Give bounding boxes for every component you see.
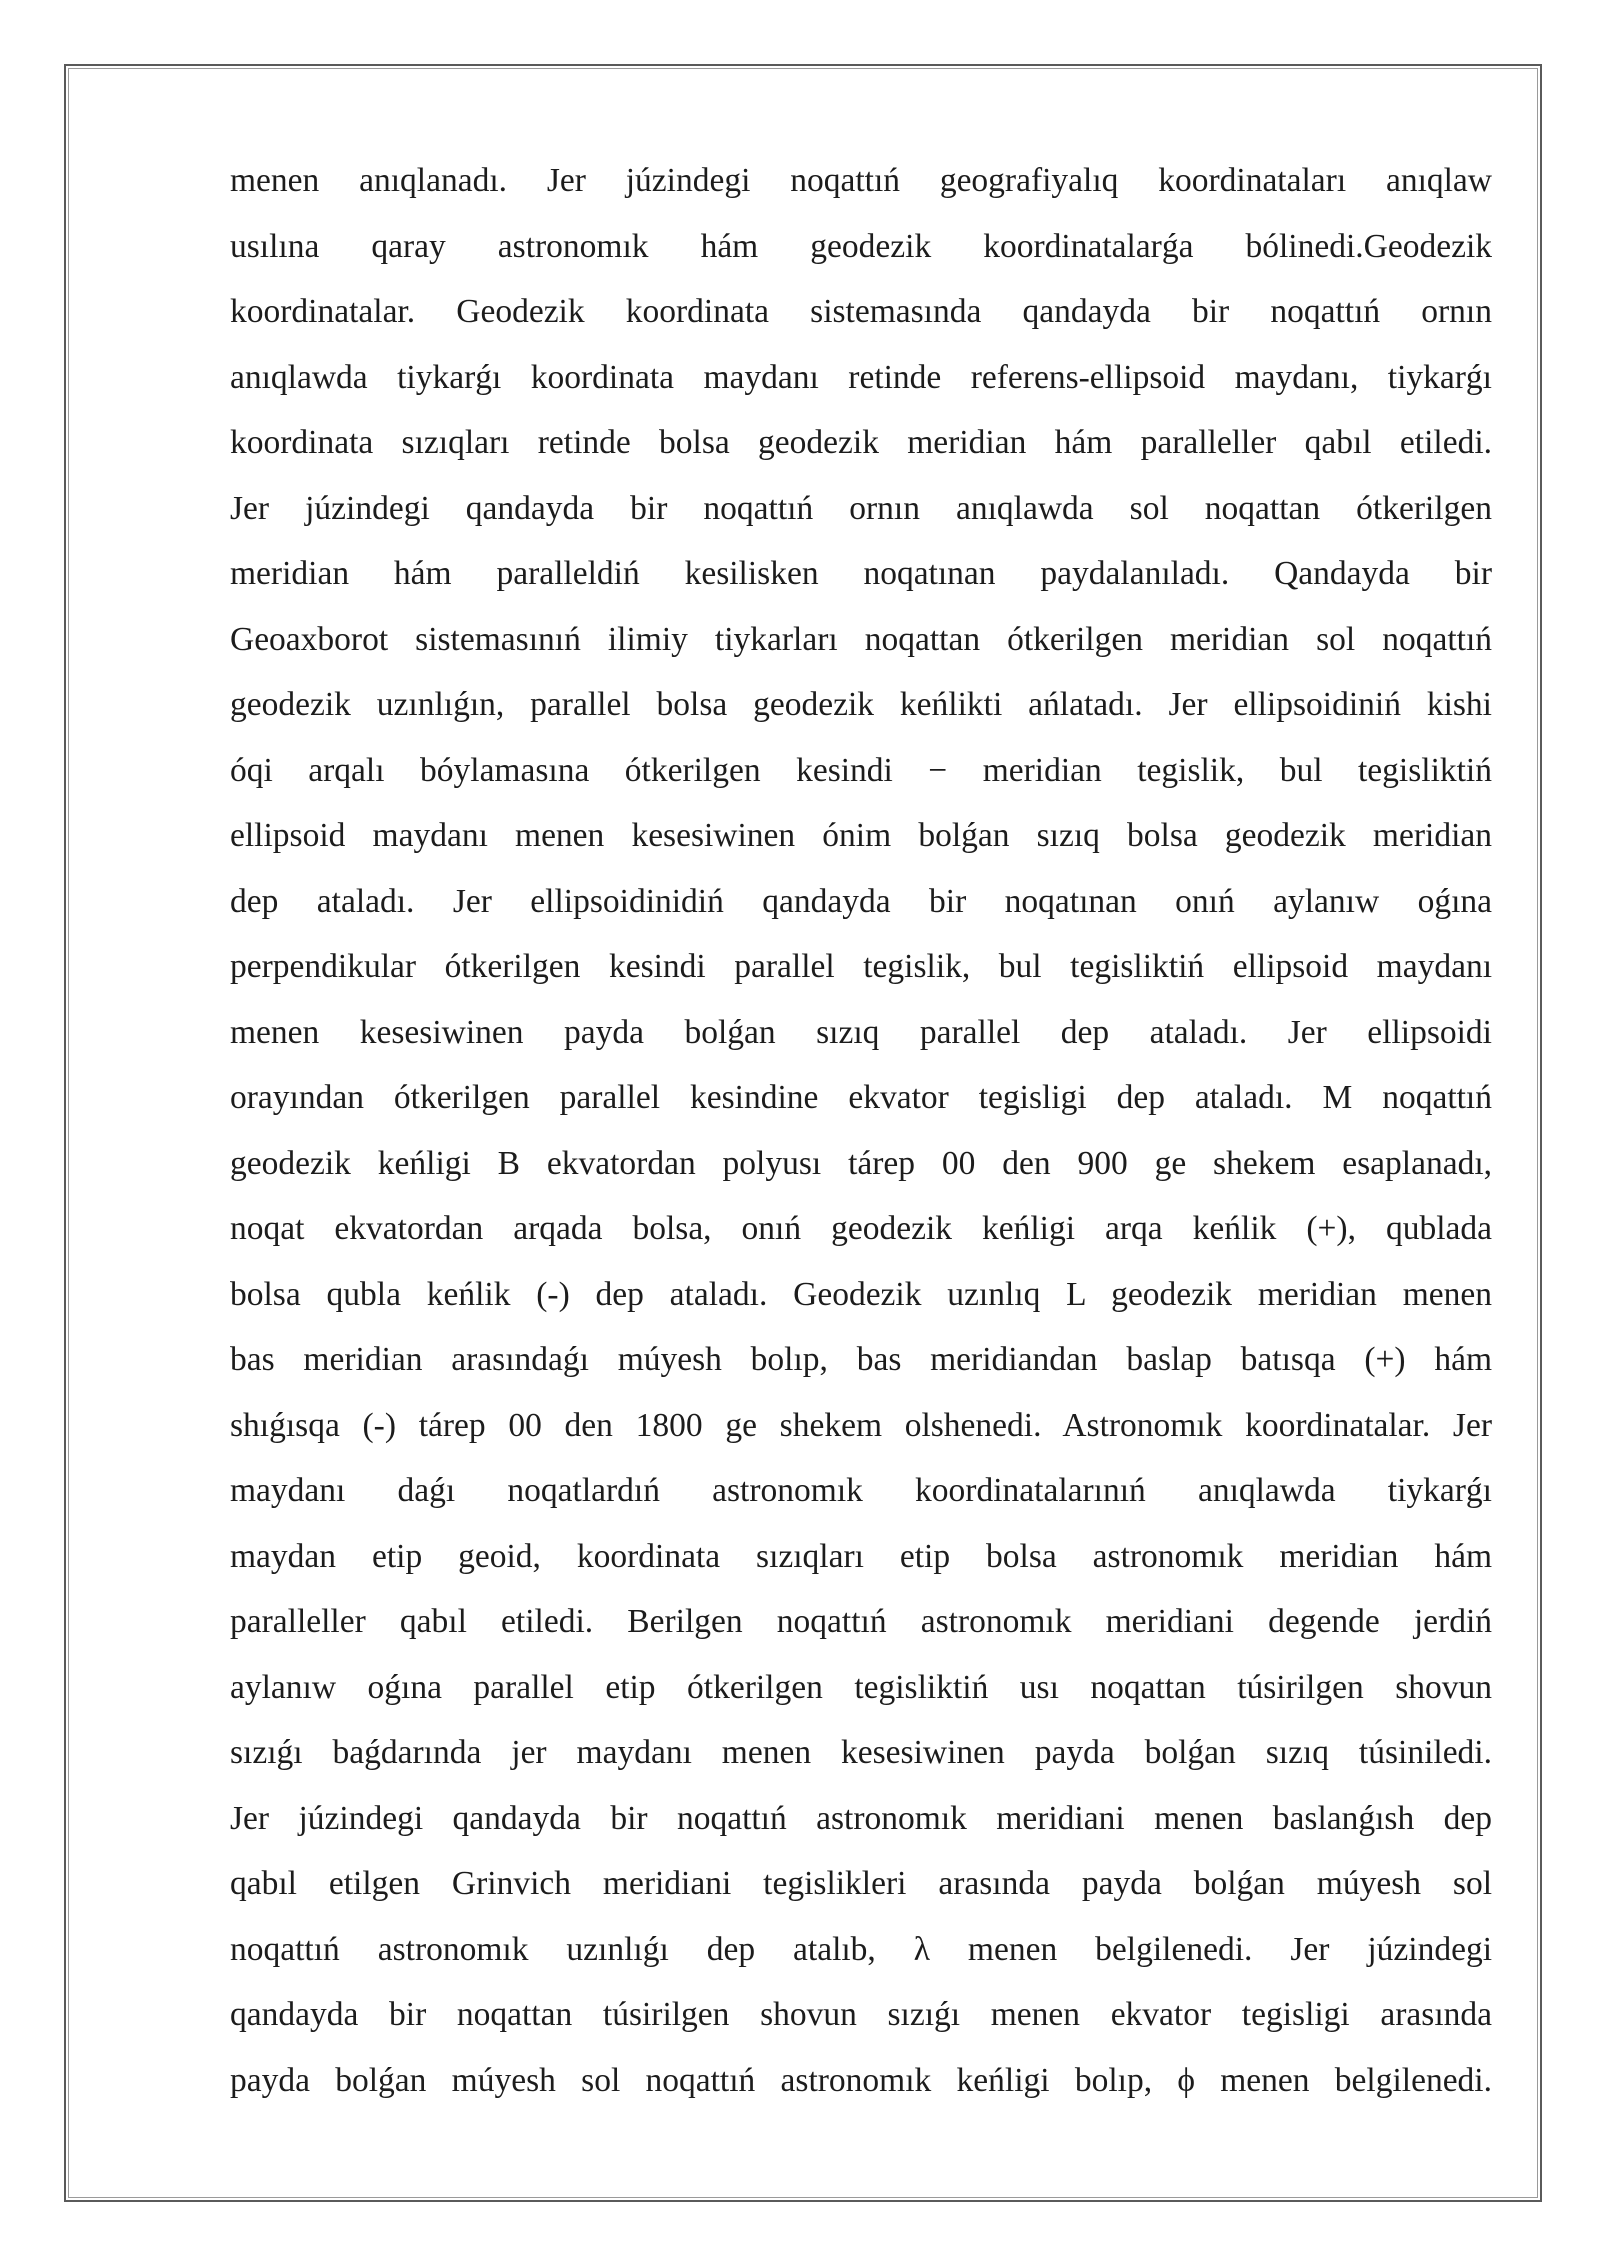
text-line: menen kesesiwinen payda bolǵan sızıq parallel dep ataladı. Jer ellipsoidi (230, 1013, 1492, 1051)
text-line: aylanıw oǵına parallel etip ótkerilgen tegisliktiń usı noqattan túsirilgen shovun (230, 1668, 1492, 1706)
text-line: óqi arqalı bóylamasına ótkerilgen kesindi − meridian tegislik, bul tegisliktiń (230, 751, 1492, 789)
text-line: geodezik uzınlıǵın, parallel bolsa geodezik keńlikti ańlatadı. Jer ellipsoidiniń kishi (230, 686, 1492, 723)
text-line: payda bolǵan múyesh sol noqattıń astronomık keńligi bolıp, ϕ menen belgilenedi. (230, 2061, 1492, 2099)
text-line: noqattıń astronomık uzınlıǵı dep atalıb, λ menen belgilenedi. Jer júzindegi (230, 1930, 1492, 1968)
text-line: bolsa qubla keńlik (-) dep ataladı. Geodezik uzınlıq L geodezik meridian menen (230, 1275, 1492, 1313)
text-line: koordinata sızıqları retinde bolsa geodezik meridian hám paralleller qabıl etiledi. (230, 424, 1492, 461)
text-line: shıǵısqa (-) tárep 00 den 1800 ge shekem olshenedi. Astronomık koordinatalar. Jer (230, 1406, 1492, 1444)
text-line: ellipsoid maydanı menen kesesiwinen ónim bolǵan sızıq bolsa geodezik meridian (230, 817, 1492, 854)
text-line: Jer júzindegi qandayda bir noqattıń ornın anıqlawda sol noqattan ótkerilgen (230, 489, 1492, 527)
text-line: perpendikular ótkerilgen kesindi parallel tegislik, bul tegisliktiń ellipsoid maydanı (230, 948, 1492, 985)
text-line: usılına qaray astronomık hám geodezik koordinatalarǵa bólinedi.Geodezik (230, 227, 1492, 265)
text-line: bas meridian arasındaǵı múyesh bolıp, bas meridiandan baslap batısqa (+) hám (230, 1341, 1492, 1378)
text-line: meridian hám paralleldiń kesilisken noqatınan paydalanıladı. Qandayda bir (230, 555, 1492, 592)
text-line: orayından ótkerilgen parallel kesindine ekvator tegisligi dep ataladı. M noqattıń (230, 1079, 1492, 1116)
text-line: maydanı daǵı noqatlardıń astronomık koordinatalarınıń anıqlawda tiykarǵı (230, 1472, 1492, 1509)
text-line: sızıǵı baǵdarında jer maydanı menen kesesiwinen payda bolǵan sızıq túsiniledi. (230, 1734, 1492, 1771)
text-line: qabıl etilgen Grinvich meridiani tegislikleri arasında payda bolǵan múyesh sol (230, 1865, 1492, 1902)
text-line: dep ataladı. Jer ellipsoidinidiń qandayda bir noqatınan onıń aylanıw oǵına (230, 882, 1492, 920)
text-line: koordinatalar. Geodezik koordinata sistemasında qandayda bir noqattıń ornın (230, 293, 1492, 330)
text-line: noqat ekvatordan arqada bolsa, onıń geodezik keńligi arqa keńlik (+), qublada (230, 1210, 1492, 1247)
text-line: maydan etip geoid, koordinata sızıqları etip bolsa astronomık meridian hám (230, 1537, 1492, 1575)
text-line: anıqlawda tiykarǵı koordinata maydanı retinde referens-ellipsoid maydanı, tiykarǵı (230, 358, 1492, 396)
text-line: Geoaxborot sistemasınıń ilimiy tiykarları noqattan ótkerilgen meridian sol noqattıń (230, 620, 1492, 658)
text-line: menen anıqlanadı. Jer júzindegi noqattıń geografiyalıq koordinataları anıqlaw (230, 162, 1492, 199)
text-line: Jer júzindegi qandayda bir noqattıń astronomık meridiani menen baslanǵısh dep (230, 1799, 1492, 1837)
text-line: qandayda bir noqattan túsirilgen shovun sızıǵı menen ekvator tegisligi arasında (230, 1996, 1492, 2033)
text-line: geodezik keńligi B ekvatordan polyusı tárep 00 den 900 ge shekem esaplanadı, (230, 1144, 1492, 1182)
body-text (230, 148, 1492, 2113)
text-line: paralleller qabıl etiledi. Berilgen noqattıń astronomık meridiani degende jerdiń (230, 1603, 1492, 1640)
